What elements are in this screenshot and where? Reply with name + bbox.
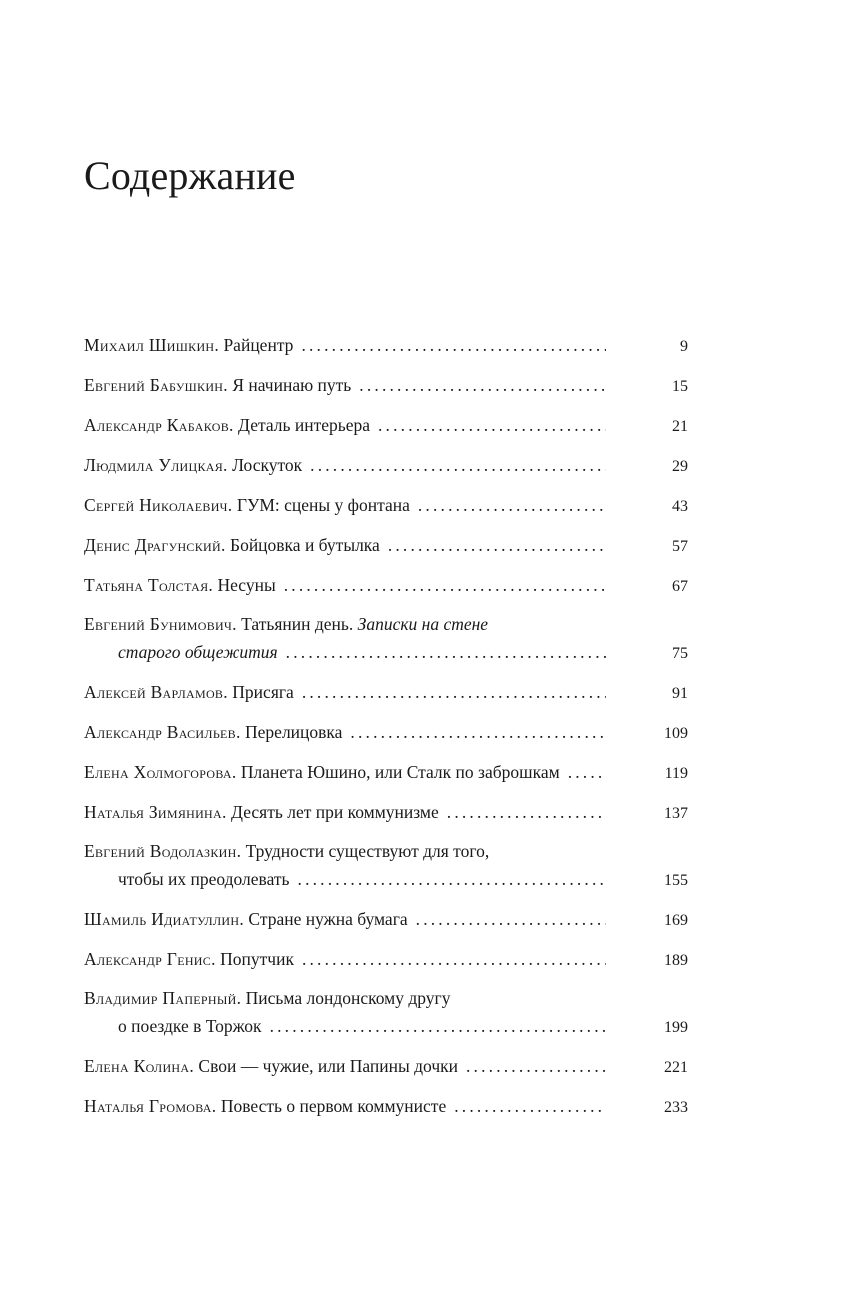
toc-entry-line — [84, 611, 688, 638]
toc-entry-text — [84, 1052, 458, 1080]
toc-entry-continuation — [84, 865, 688, 905]
toc-entry[interactable] — [84, 798, 688, 838]
toc-work-title: Татьянин день. — [241, 614, 354, 634]
toc-page-number: 15 — [672, 378, 688, 395]
toc-author: Елена Холмогорова. — [84, 762, 237, 782]
toc-work-subtitle-continued: старого общежития — [118, 642, 278, 662]
toc-work-title: Присяга — [232, 682, 294, 702]
toc-page-number: 169 — [664, 912, 688, 929]
toc-author: Денис Драгунский. — [84, 535, 226, 555]
toc-page-number: 57 — [672, 538, 688, 555]
toc-author: Евгений Водолазкин. — [84, 841, 242, 861]
toc-work-title: Трудности существуют для того, — [245, 841, 490, 861]
dot-leader — [270, 1012, 606, 1040]
toc-entry-text — [84, 798, 439, 826]
toc-work-title: Повесть о первом коммунисте — [220, 1096, 447, 1116]
toc-work-title-continued: чтобы их преодолевать — [118, 869, 290, 889]
toc-entry-text — [118, 865, 290, 893]
toc-entry-line — [84, 758, 688, 798]
toc-entry-text — [84, 945, 294, 973]
toc-author: Людмила Улицкая. — [84, 455, 228, 475]
toc-work-title: Десять лет при коммунизме — [231, 802, 439, 822]
toc-work-title: Попутчик — [220, 949, 294, 969]
table-of-contents — [84, 331, 688, 1132]
dot-leader — [388, 531, 606, 559]
toc-entry-line — [84, 985, 688, 1012]
toc-entry-line — [84, 905, 688, 945]
toc-author: Евгений Бунимович. — [84, 614, 237, 634]
toc-page-number: 9 — [680, 338, 688, 355]
toc-work-title: Несуны — [217, 575, 276, 595]
toc-page-number: 43 — [672, 498, 688, 515]
toc-entry-text — [84, 411, 370, 439]
toc-author: Татьяна Толстая. — [84, 575, 214, 595]
toc-entry[interactable] — [84, 945, 688, 985]
toc-page-number: 29 — [672, 458, 688, 475]
toc-entry[interactable] — [84, 331, 688, 371]
toc-work-title: Планета Юшино, или Сталк по заброшкам — [240, 762, 560, 782]
toc-work-title: ГУМ: сцены у фонтана — [236, 495, 410, 515]
toc-author: Сергей Николаевич. — [84, 495, 233, 515]
dot-leader — [418, 491, 606, 519]
toc-entry[interactable] — [84, 838, 688, 905]
toc-page-number: 221 — [664, 1059, 688, 1076]
toc-page-number: 155 — [664, 872, 688, 889]
toc-entry-continuation — [84, 1012, 688, 1052]
toc-author: Александр Кабаков. — [84, 415, 234, 435]
toc-page-number: 91 — [672, 685, 688, 702]
dot-leader — [416, 905, 606, 933]
dot-leader — [298, 865, 606, 893]
toc-work-title: Письма лондонскому другу — [245, 988, 451, 1008]
toc-entry[interactable] — [84, 678, 688, 718]
toc-author: Наталья Громова. — [84, 1096, 217, 1116]
toc-author: Наталья Зимянина. — [84, 802, 227, 822]
toc-entry[interactable] — [84, 611, 688, 678]
toc-entry-line — [84, 411, 688, 451]
toc-work-title: Перелицовка — [245, 722, 343, 742]
toc-page-number: 233 — [664, 1099, 688, 1116]
toc-entry-text — [84, 451, 302, 479]
toc-entry-text — [84, 718, 342, 746]
dot-leader — [301, 331, 606, 359]
toc-entry-line — [84, 718, 688, 758]
toc-author: Александр Генис. — [84, 949, 216, 969]
toc-page-number: 109 — [664, 725, 688, 742]
toc-author: Шамиль Идиатуллин. — [84, 909, 245, 929]
toc-entry-line — [84, 798, 688, 838]
toc-work-title: Я начинаю путь — [232, 375, 352, 395]
toc-entry[interactable] — [84, 371, 688, 411]
toc-work-subtitle: Записки на стене — [357, 614, 489, 634]
toc-entry-text — [84, 571, 276, 599]
toc-work-title-continued: о поездке в Торжок — [118, 1016, 262, 1036]
toc-entry-line — [84, 838, 688, 865]
toc-author: Владимир Паперный. — [84, 988, 242, 1008]
toc-entry-text — [84, 905, 408, 933]
toc-entry-line — [84, 678, 688, 718]
toc-entry[interactable] — [84, 571, 688, 611]
dot-leader — [350, 718, 606, 746]
dot-leader — [568, 758, 606, 786]
toc-entry-text — [84, 838, 489, 865]
toc-entry[interactable] — [84, 451, 688, 491]
toc-page-number: 21 — [672, 418, 688, 435]
toc-entry[interactable] — [84, 531, 688, 571]
toc-entry-text — [84, 371, 351, 399]
toc-entry[interactable] — [84, 758, 688, 798]
toc-entry-line — [84, 331, 688, 371]
toc-entry[interactable] — [84, 491, 688, 531]
toc-work-title: Деталь интерьера — [238, 415, 370, 435]
toc-entry-continuation — [84, 638, 688, 678]
dot-leader — [284, 571, 606, 599]
dot-leader — [286, 638, 606, 666]
dot-leader — [378, 411, 606, 439]
dot-leader — [302, 678, 606, 706]
toc-page-number: 199 — [664, 1019, 688, 1036]
toc-entry[interactable] — [84, 905, 688, 945]
dot-leader — [302, 945, 606, 973]
dot-leader — [359, 371, 606, 399]
toc-author: Алексей Варламов. — [84, 682, 228, 702]
toc-entry-text — [118, 638, 278, 666]
toc-author: Александр Васильев. — [84, 722, 241, 742]
toc-work-title: Свои — чужие, или Папины дочки — [198, 1056, 458, 1076]
toc-entry-line — [84, 371, 688, 411]
toc-entry-line — [84, 1052, 688, 1092]
toc-author: Михаил Шишкин. — [84, 335, 220, 355]
toc-work-title: Бойцовка и бутылка — [230, 535, 380, 555]
toc-author: Евгений Бабушкин. — [84, 375, 228, 395]
toc-entry-text — [84, 611, 488, 638]
dot-leader — [466, 1052, 606, 1080]
toc-entry[interactable] — [84, 985, 688, 1052]
toc-author: Елена Колина. — [84, 1056, 195, 1076]
toc-page-number: 189 — [664, 952, 688, 969]
toc-work-title: Лоскуток — [232, 455, 303, 475]
toc-entry[interactable] — [84, 1052, 688, 1092]
toc-entry-text — [84, 331, 293, 359]
toc-page-number: 75 — [672, 645, 688, 662]
toc-work-title: Стране нужна бумага — [248, 909, 408, 929]
toc-entry-text — [84, 531, 380, 559]
toc-entry-line — [84, 531, 688, 571]
toc-work-title: Райцентр — [223, 335, 294, 355]
toc-entry-text — [84, 491, 410, 519]
toc-entry-text — [84, 758, 560, 786]
toc-page-number: 119 — [664, 765, 688, 782]
toc-page-number: 137 — [664, 805, 688, 822]
dot-leader — [454, 1092, 606, 1120]
toc-entry-line — [84, 451, 688, 491]
toc-entry-text — [84, 1092, 446, 1120]
dot-leader — [310, 451, 606, 479]
toc-entry-line — [84, 571, 688, 611]
toc-entry-line — [84, 1092, 688, 1132]
toc-entry[interactable] — [84, 718, 688, 758]
toc-page-number: 67 — [672, 578, 688, 595]
toc-entry-text — [84, 678, 294, 706]
page-title: Содержание — [84, 153, 296, 198]
toc-entry-line — [84, 491, 688, 531]
toc-entry-line — [84, 945, 688, 985]
toc-entry[interactable] — [84, 411, 688, 451]
dot-leader — [447, 798, 606, 826]
toc-entry-text — [84, 985, 450, 1012]
toc-entry[interactable] — [84, 1092, 688, 1132]
toc-entry-text — [118, 1012, 262, 1040]
